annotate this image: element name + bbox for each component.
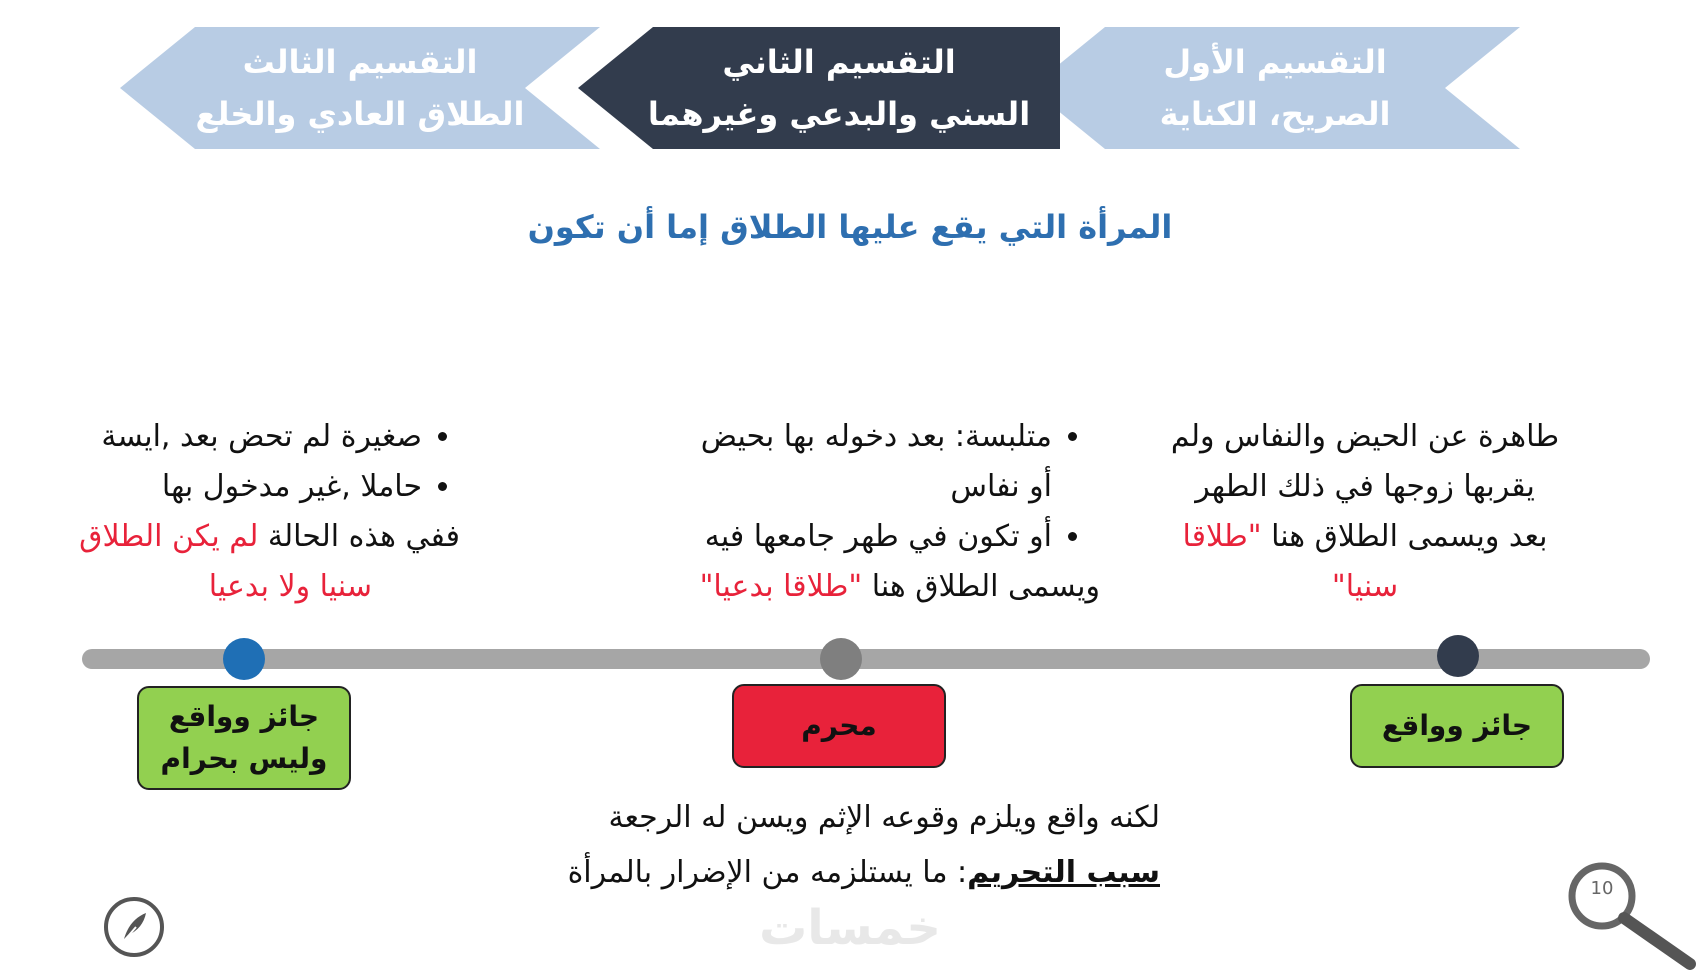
chevron-second-division <box>578 27 1060 149</box>
status-line-2: وليس بحرام <box>160 742 328 775</box>
column-right <box>1150 412 1580 612</box>
watermark-logo: خمسات <box>759 900 941 956</box>
timeline-dot-middle <box>820 638 862 680</box>
chevron-first-division <box>1030 27 1520 149</box>
column-middle <box>600 412 1100 612</box>
right-line-2: يقربها زوجها في ذلك الطهر <box>1195 469 1535 504</box>
chevron-subtitle: الصريح، الكناية <box>1159 95 1391 133</box>
bottom-line-1: لكنه واقع ويلزم وقوعه الإثم ويسن له الرجعة <box>608 800 1160 835</box>
chevron-third-division <box>120 27 600 149</box>
status-box-allowed-not-forbidden <box>137 686 351 790</box>
middle-bullet-2: • أو تكون في طهر جامعها فيه <box>600 512 1052 562</box>
chevron-subtitle: السني والبدعي وغيرهما <box>647 95 1031 133</box>
bottom-line-2: سبب التحريم: ما يستلزمه من الإضرار بالمرأة <box>567 855 1160 890</box>
chevron-title: التقسيم الثاني <box>722 43 956 81</box>
right-line-3: بعد ويسمى الطلاق هنا "طلاقا <box>1182 519 1548 554</box>
status-box-forbidden: محرم <box>732 684 946 768</box>
magnifier-icon <box>1560 860 1700 970</box>
timeline-bar <box>82 649 1650 669</box>
middle-bullet-1: • متلبسة: بعد دخوله بها بحيض أو نفاس <box>600 412 1052 512</box>
page-number: 10 <box>1590 878 1614 899</box>
bottom-notes <box>500 790 1160 900</box>
right-line-4: سنيا" <box>1331 569 1399 604</box>
left-bullet-1: • صغيرة لم تحض بعد ,ايسة <box>40 412 422 462</box>
status-box-allowed: جائز وواقع <box>1350 684 1564 768</box>
feather-icon <box>102 895 166 959</box>
left-line-1: ففي هذه الحالة لم يكن الطلاق <box>79 519 460 554</box>
chevron-title: التقسيم الأول <box>1163 43 1387 81</box>
left-line-2: سنيا ولا بدعيا <box>208 569 372 604</box>
timeline-dot-right <box>1437 635 1479 677</box>
timeline-dot-left <box>223 638 265 680</box>
left-bullet-2: • حاملا ,غير مدخول بها <box>40 462 422 512</box>
right-line-1: طاهرة عن الحيض والنفاس ولم <box>1170 419 1560 454</box>
slide-subtitle: المرأة التي يقع عليها الطلاق إما أن تكون <box>527 208 1173 246</box>
chevron-title: التقسيم الثالث <box>242 43 478 81</box>
column-left <box>40 412 470 612</box>
status-line-1: جائز وواقع <box>168 700 320 733</box>
middle-line: ويسمى الطلاق هنا "طلاقا بدعيا" <box>699 569 1100 604</box>
chevron-subtitle: الطلاق العادي والخلع <box>195 95 525 133</box>
